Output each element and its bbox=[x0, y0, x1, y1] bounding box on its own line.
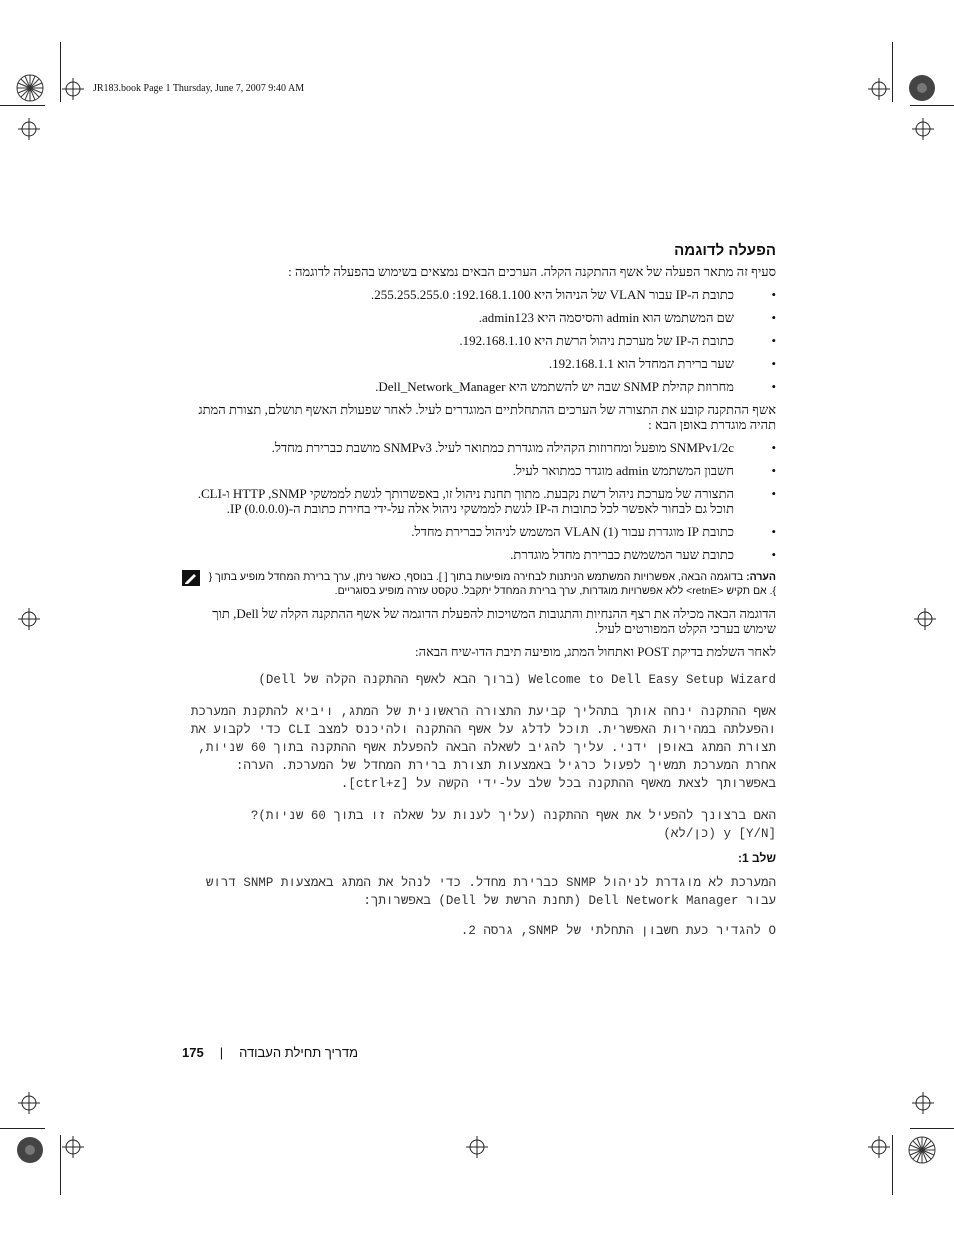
list-item: • כתובת ה-IP של מערכת ניהול הרשת היא 192.168.1.10. bbox=[182, 333, 776, 348]
result-config-list bbox=[182, 440, 776, 562]
console-snmp-option: O להגדיר כעת חשבון התחלתי של SNMP, גרסה 2. bbox=[460, 924, 776, 938]
list-item: • שער ברירת המחדל הוא 192.168.1.1. bbox=[182, 356, 776, 371]
crop-mark bbox=[910, 105, 954, 106]
note-body bbox=[206, 570, 776, 598]
page-footer bbox=[182, 1045, 364, 1060]
sequence-paragraph: הדוגמה הבאה מכילה את רצף ההנחיות והתגובות המשויכות להפעלת הדוגמה של אשף ההתקנה הקלה של Dell, תוך שימוש בערכי הקלט המפורטים לעיל. bbox=[212, 606, 776, 636]
crop-mark bbox=[0, 105, 45, 106]
starburst-mark-icon bbox=[16, 74, 44, 102]
registration-target-icon bbox=[18, 118, 40, 140]
footer-separator: | bbox=[219, 1045, 224, 1060]
crop-mark bbox=[60, 1135, 61, 1195]
post-paragraph: לאחר השלמת בדיקת POST ואתחול המתג, מופיעה תיבת הדו-שיח הבאה: bbox=[415, 644, 776, 659]
console-snmp-info: המערכת לא מוגדרת לניהול SNMP כברירת מחדל. כדי לנהל את המתג באמצעות SNMP דרוש עבור Dell Network Manager (תחנת הרשת של Dell) באפשרותך: bbox=[205, 876, 776, 908]
crop-mark bbox=[0, 1128, 45, 1129]
crop-mark bbox=[60, 42, 61, 102]
main-content bbox=[182, 243, 776, 948]
list-item: • כתובת שער המשמשת כברירת מחדל מוגדרת. bbox=[182, 547, 776, 562]
page-number: 175 bbox=[182, 1045, 204, 1060]
step-heading: שלב 1: bbox=[738, 851, 776, 865]
starburst-mark-icon bbox=[908, 1136, 936, 1164]
config-paragraph: אשף ההתקנה קובע את התצורה של הערכים ההתחלתיים המוגדרים לעיל. לאחר שפעולת האשף תושלם, תצורת המתג תהיה מוגדרת באופן הבא : bbox=[198, 402, 776, 432]
note-text: בדוגמה הבאה, אפשרויות המשתמש הניתנות לבחירה מופיעות בתוך [ ]. בנוסף, כאשר ניתן, ערך ברירת המחדל מופיע בתוך { }. אם תקיש <retnE> ללא אפשרויות מוגדרות, ערך ברירת המחדל יתקבל. טקסט עזרה מופיע בסוגריים. bbox=[208, 571, 776, 597]
list-item: • שם המשתמש הוא admin והסיסמה היא admin123. bbox=[182, 310, 776, 325]
example-values-list bbox=[182, 287, 776, 394]
registration-target-icon bbox=[912, 118, 934, 140]
crop-mark bbox=[892, 42, 893, 102]
note-pencil-icon bbox=[182, 570, 200, 586]
section-title: הפעלה לדוגמה bbox=[674, 242, 776, 259]
console-answer: [Y/N] y (כן/לא) bbox=[663, 827, 776, 841]
registration-target-icon bbox=[62, 1136, 84, 1158]
registration-target-icon bbox=[466, 1136, 488, 1158]
note-label: הערה: bbox=[746, 571, 776, 583]
crop-mark bbox=[910, 1128, 954, 1129]
registration-target-icon bbox=[868, 78, 890, 100]
list-item: • כתובת ה-IP עבור VLAN של הניהול היא 192.168.1.100: 255.255.255.0. bbox=[182, 287, 776, 302]
note-block bbox=[182, 570, 776, 598]
registration-target-icon bbox=[868, 1136, 890, 1158]
list-item: • התצורה של מערכת ניהול רשת נקבעת. מתוך תחנת ניהול זו, באפשרותך לגשת לממשקי HTTP ,SNMP ו-CLI. תוכל גם לבחור לאפשר לכל כתובות ה-IP לגשת לממשקי ניהול אלה על-ידי בחירת כתובת ה-IP (0.0.0.0). bbox=[182, 486, 776, 516]
starburst-mark-icon bbox=[16, 1136, 44, 1164]
crop-mark bbox=[892, 1135, 893, 1195]
registration-target-icon bbox=[18, 608, 40, 630]
print-header: JR183.book Page 1 Thursday, June 7, 2007 9:40 AM bbox=[93, 83, 305, 94]
console-wizard-intro: אשף ההתקנה ינחה אותך בתהליך קביעת התצורה הראשונית של המתג, ויביא להתקנת המערכת והפעלתה במהירות האפשרית. תוכל לדלג על אשף ההתקנה ולהיכנס למצב CLI כדי לקבוע את תצורת המתג באופן ידני. עליך להגיב לשאלה הבאה להפעלת אשף ההתקנה בתוך 60 שניות, אחרת המערכת תמשיך לפעול כרגיל באמצעות תצורת ברירת המחדל של המערכת. הערה: באפשרותך לצאת מאשף ההתקנה בכל שלב על-ידי הקשה על [ctrl+z]. bbox=[190, 705, 776, 791]
intro-paragraph: סעיף זה מתאר הפעלה של אשף ההתקנה הקלה. הערכים הבאים נמצאים בשימוש בהפעלה לדוגמה : bbox=[288, 264, 776, 279]
console-welcome: Welcome to Dell Easy Setup Wizard (ברוך הבא לאשף ההתקנה הקלה של Dell) bbox=[258, 673, 776, 687]
registration-target-icon bbox=[62, 78, 84, 100]
list-item: • מחרוזת קהילת SNMP שבה יש להשתמש היא Dell_Network_Manager. bbox=[182, 379, 776, 394]
registration-target-icon bbox=[912, 1092, 934, 1114]
registration-target-icon bbox=[914, 608, 936, 630]
list-item: • חשבון המשתמש admin מוגדר כמתואר לעיל. bbox=[182, 463, 776, 478]
footer-title: מדריך תחילת העבודה bbox=[239, 1045, 358, 1060]
list-item: • SNMPv1/2c מופעל ומחרוזות הקהילה מוגדרת כמתואר לעיל. SNMPv3 מושבת כברירת מחדל. bbox=[182, 440, 776, 455]
starburst-mark-icon bbox=[908, 74, 936, 102]
console-question: האם ברצונך להפעיל את אשף ההתקנה (עליך לענות על שאלה זו בתוך 60 שניות)? bbox=[250, 809, 776, 823]
registration-target-icon bbox=[18, 1092, 40, 1114]
list-item: • כתובת IP מוגדרת עבור VLAN (1) המשמש לניהול כברירת מחדל. bbox=[182, 524, 776, 539]
